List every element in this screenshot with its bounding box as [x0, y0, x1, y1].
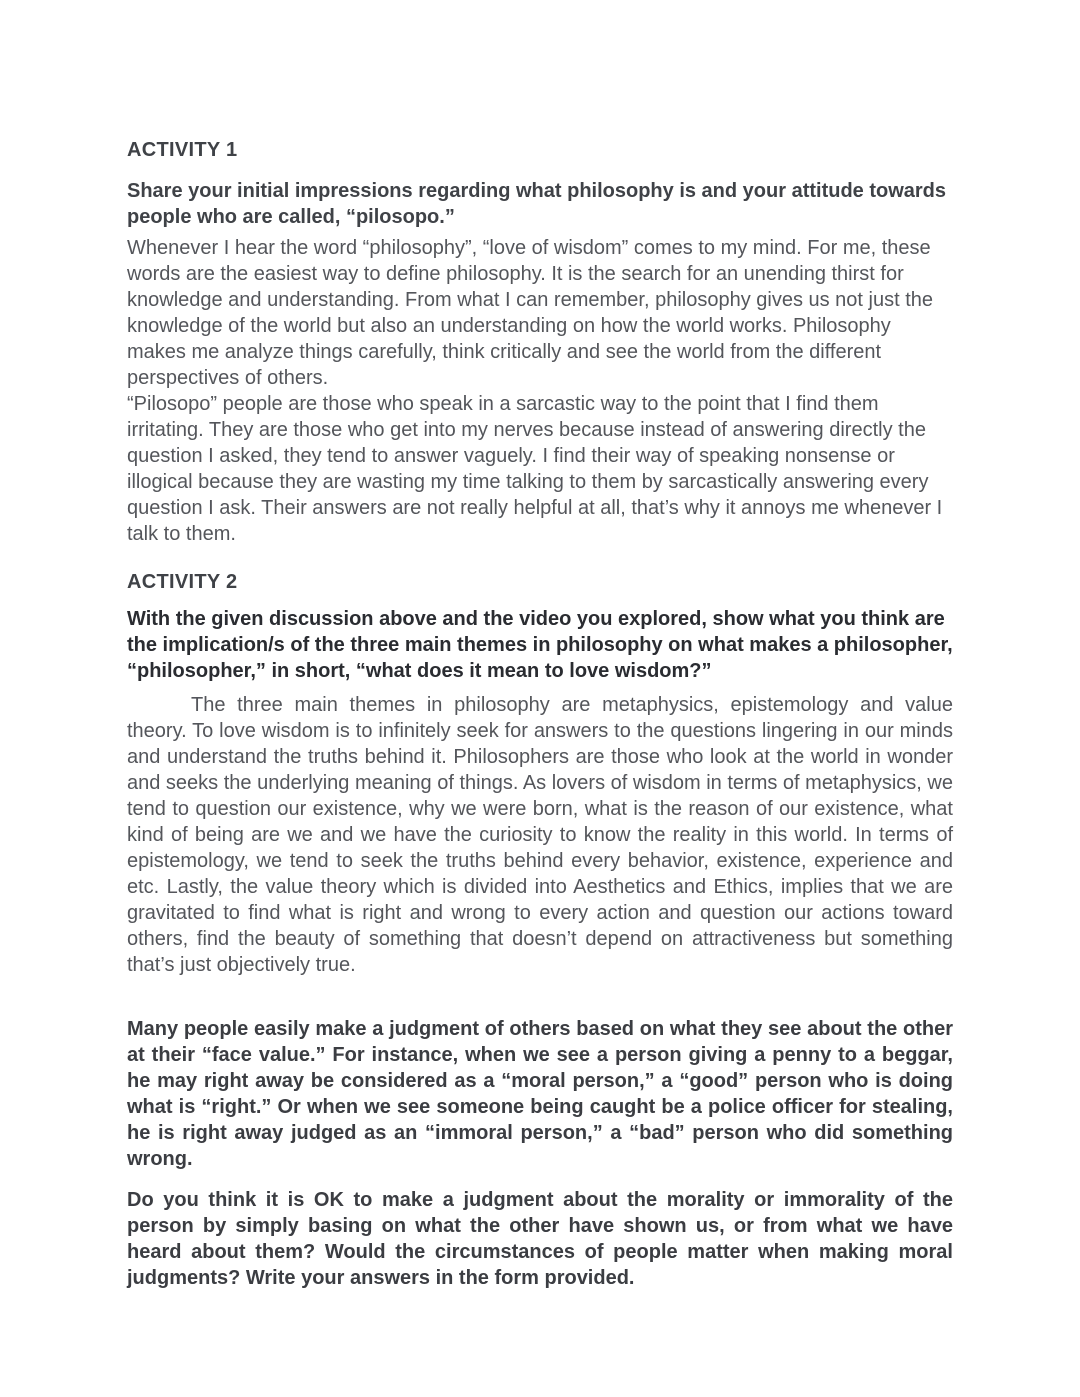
activity-1-heading: ACTIVITY 1 — [127, 139, 238, 161]
section-spacer — [127, 991, 953, 1016]
document-content — [127, 137, 953, 1291]
activity-1-answer-paragraph-2: “Pilosopo” people are those who speak in a sarcastic way to the point that I find them irritating. They are those who get into my nerves because instead of answering directly the question I asked, they tend to answer vaguely. I find their way of speaking nonsense or illogical because they are wasting my time talking to them by sarcastically answering every question I ask. Their answers are not really helpful at all, that’s why it annoys me whenever I talk to them. — [127, 393, 943, 545]
activity-2-section — [127, 569, 953, 1291]
activity-1-section — [127, 137, 953, 547]
activity-1-answer-paragraph-1: Whenever I hear the word “philosophy”, “love of wisdom” comes to my mind. For me, these words are the easiest way to define philosophy. It is the search for an unending thirst for knowledge and understanding. From what I can remember, philosophy gives us not just the knowledge of the world but also an understanding on how the world works. Philosophy makes me analyze things carefully, think critically and see the world from the different perspectives of others. — [127, 237, 934, 389]
activity-1-prompt: Share your initial impressions regarding what philosophy is and your attitude towards people who are called, “pilosopo.” — [127, 180, 947, 228]
activity-2-heading: ACTIVITY 2 — [127, 571, 238, 593]
activity-2-prompt: With the given discussion above and the video you explored, show what you think are the implication/s of the three main themes in philosophy on what makes a philosopher, “philosopher,” in short, “what does it mean to love wisdom?” — [127, 608, 953, 682]
judgment-discussion-paragraph: Many people easily make a judgment of others based on what they see about the other at their “face value.” For instance, when we see a person giving a penny to a beggar, he may right away be considered as a “moral person,” a “good” person who is doing what is “right.” Or when we see someone being caught be a police officer for stealing, he is right away judged as an “immoral person,” a “bad” person who did something wrong. — [127, 1018, 953, 1170]
activity-2-answer-paragraph: The three main themes in philosophy are metaphysics, epistemology and value theory. To love wisdom is to infinitely seek for answers to the questions lingering in our minds and understand the truths behind it. Philosophers are those who look at the world in wonder and seeks the underlying meaning of things. As lovers of wisdom in terms of metaphysics, we tend to question our existence, why we were born, what is the reason of our existence, what kind of being are we and we have the curiosity to know the reality in this world. In terms of epistemology, we tend to seek the truths behind every behavior, existence, experience and etc. Lastly, the value theory which is divided into Aesthetics and Ethics, implies that we are gravitated to find what is right and wrong to every action and question our actions toward others, find the beauty of something that doesn’t depend on attractiveness but something that’s just objectively true. — [127, 694, 953, 976]
judgment-question-paragraph: Do you think it is OK to make a judgment about the morality or immorality of the person by simply basing on what the other have shown us, or from what we have heard about them? Would the circumstances of people matter when making moral judgments? Write your answers in the form provided. — [127, 1189, 953, 1289]
